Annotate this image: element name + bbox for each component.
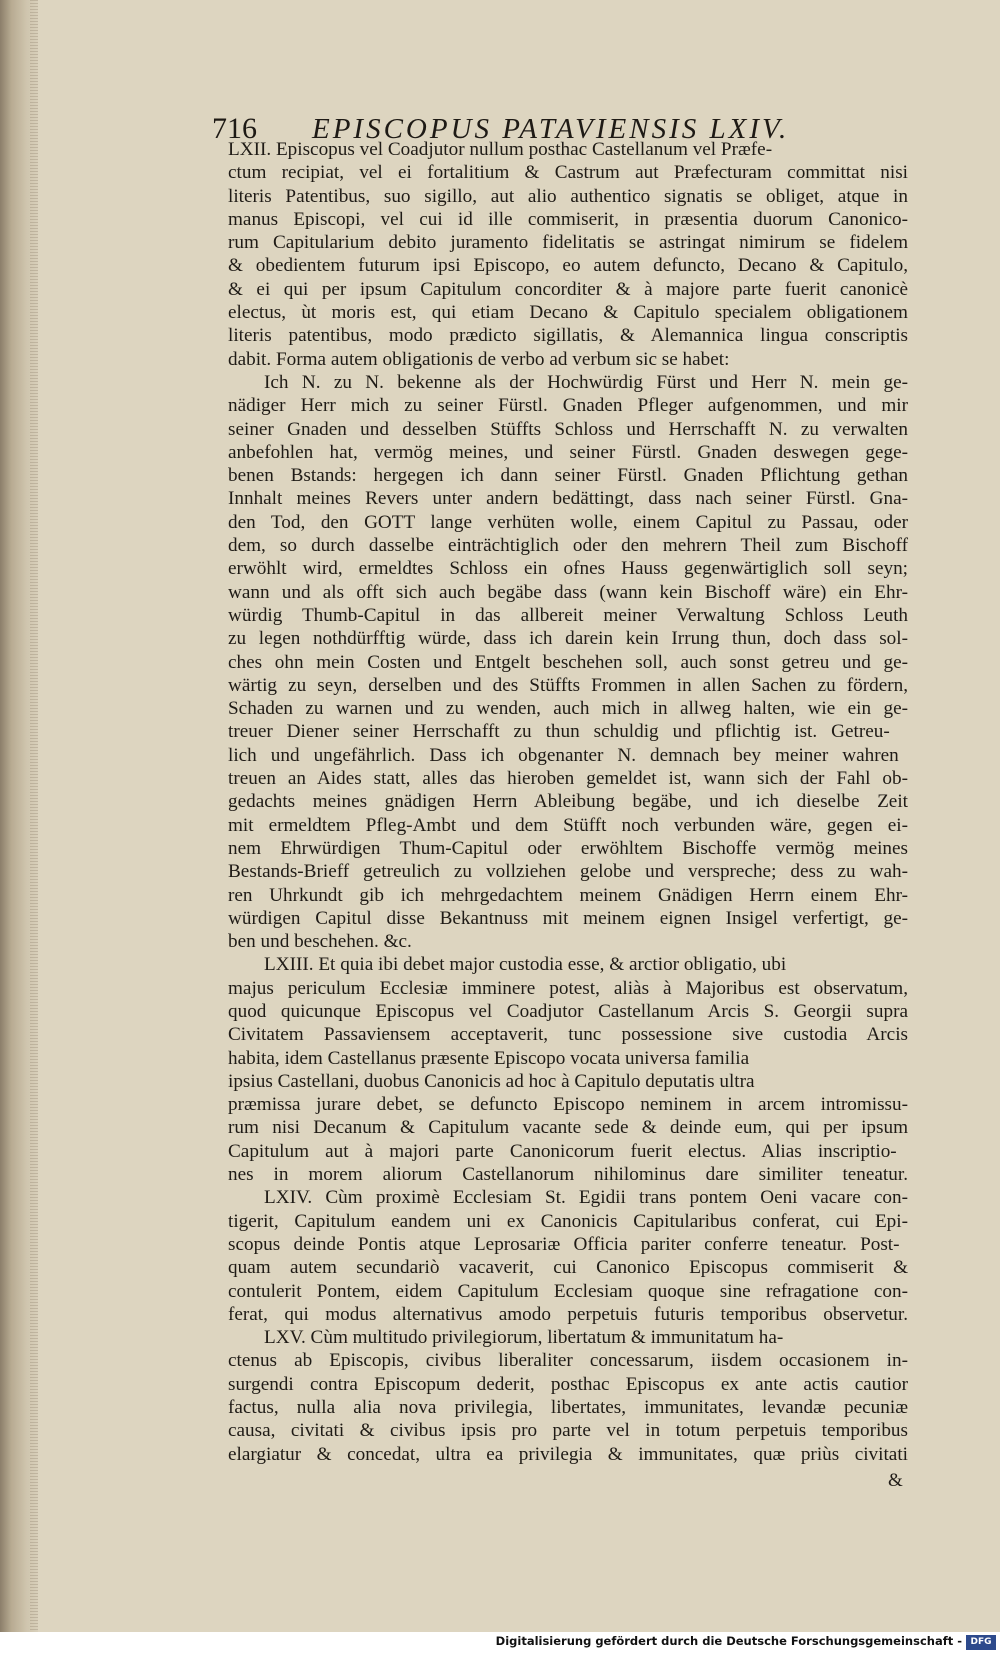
text-line: zu legen nothdürfftig würde, dass ich darein kein Irrung thun, doch dass sol- — [228, 628, 908, 650]
digitization-footer — [0, 1632, 1000, 1655]
text-line: nem Ehrwürdigen Thum-Capitul oder erwöhltem Bischoffe vermög meines — [228, 837, 908, 859]
funding-credit: Digitalisierung gefördert durch die Deutsche Forschungsgemeinschaft - — [495, 1634, 962, 1648]
text-line: wärtig zu seyn, derselben und des Stüffts Frommen in allen Sachen zu fördern, — [228, 674, 908, 696]
text-line: quam autem secundariò vacaverit, cui Canonico Episcopus commiserit & — [228, 1257, 908, 1279]
book-spine-edge — [0, 0, 38, 1655]
running-head: EPISCOPUS PATAVIENSIS LXIV. — [312, 113, 790, 145]
page-number: 716 — [212, 112, 257, 145]
text-line: dabit. Forma autem obligationis de verbo ad verbum sic se habet: — [228, 348, 730, 370]
text-line: & obedientem futurum ipsi Episcopo, eo autem defuncto, Decano & Capitulo, — [228, 255, 908, 277]
text-line: würdig Thumb-Capitul in das allbereit meiner Verwaltung Schloss Leuth — [228, 604, 908, 626]
text-line: Bestands-Brieff getreulich zu vollziehen gelobe und verspreche; dess zu wah- — [228, 861, 908, 883]
text-line: ren Uhrkundt gib ich mehrgedachtem meinem Gnädigen Herrn einem Ehr- — [228, 884, 908, 906]
text-line: lich und ungefährlich. Dass ich obgenanter N. demnach bey meiner wahren — [228, 744, 899, 766]
text-line: wann und als offt sich auch begäbe dass (wann kein Bischoff wäre) ein Ehr- — [228, 581, 908, 603]
dfg-logo: DFG — [966, 1635, 996, 1650]
text-line: ctenus ab Episcopis, civibus liberaliter concessarum, iisdem occasionem in- — [228, 1350, 908, 1372]
text-line: treuer Diener seiner Herrschafft zu thun schuldig und pflichtig ist. Getreu- — [228, 721, 890, 743]
text-line: ben und beschehen. &c. — [228, 931, 412, 953]
text-line: erwöhlt wird, ermeldtes Schloss ein ofnes Hauss gegenwärtiglich soll seyn; — [228, 558, 908, 580]
text-line: scopus deinde Pontis atque Leprosariæ Officia pariter conferre teneatur. Post- — [228, 1233, 900, 1255]
text-line: würdigen Capitul disse Bekantnuss mit meinem eignen Insigel verfertigt, ge- — [228, 907, 908, 929]
text-line: gedachts meines gnädigen Herrn Ableibung begäbe, und ich dieselbe Zeit — [228, 791, 908, 813]
text-line: seiner Gnaden und desselben Stüffts Schloss und Herrschafft N. zu verwalten — [228, 418, 908, 440]
text-line: literis Patentibus, suo sigillo, aut alio authentico signatis se obliget, atque in — [228, 185, 908, 207]
text-line: ipsius Castellani, duobus Canonicis ad hoc à Capitulo deputatis ultra — [228, 1070, 755, 1092]
text-line: electus, ùt moris est, qui etiam Decano & Capitulo specialem obligationem — [228, 302, 908, 324]
text-line: rum Capitularium debito juramento fidelitatis se astringat nimirum se fidelem — [228, 232, 908, 254]
text-line: & ei qui per ipsum Capitulum concorditer & à majore parte fuerit canonicè — [228, 278, 908, 300]
body-text — [228, 138, 908, 1466]
text-line: manus Episcopi, vel cui id ille commiserit, in præsentia duorum Canonico- — [228, 208, 908, 230]
text-line: treuen an Aides statt, alles das hieroben gemeldet ist, wann sich der Fahl ob- — [228, 768, 908, 790]
catchword: & — [888, 1470, 903, 1491]
text-line: benen Bstands: hergegen ich dann seiner Fürstl. Gnaden Pflichtung gethan — [228, 465, 908, 487]
text-line: habita, idem Castellanus præsente Episcopo vocata universa familia — [228, 1047, 750, 1069]
text-line: den Tod, den GOTT lange verhüten wolle, einem Capitul zu Passau, oder — [228, 511, 908, 533]
text-line: contulerit Pontem, eidem Capitulum Ecclesiam quoque sine refragatione con- — [228, 1280, 908, 1302]
text-line: factus, nulla alia nova privilegia, libertates, immunitates, levandæ pecuniæ — [228, 1397, 908, 1419]
text-line: Schaden zu warnen und zu wenden, auch mich in allweg halten, wie ein ge- — [228, 698, 908, 720]
text-line: LXII. Episcopus vel Coadjutor nullum posthac Castellanum vel Præfe- — [228, 139, 773, 160]
text-line: Capitulum aut à majori parte Canonicorum fuerit electus. Alias inscriptio- — [228, 1140, 897, 1162]
text-line: Civitatem Passaviensem acceptaverit, tunc possessione sive custodia Arcis — [228, 1024, 908, 1046]
text-line: Innhalt meines Revers unter andern bedättingt, dass nach seiner Fürstl. Gna- — [228, 488, 908, 510]
text-line: Ich N. zu N. bekenne als der Hochwürdig Fürst und Herr N. mein ge- — [264, 371, 908, 393]
text-line: anbefohlen hat, vermög meines, und seiner Fürstl. Gnaden deswegen gege- — [228, 441, 908, 463]
text-line: quod quicunque Episcopus vel Coadjutor Castellanum Arcis S. Georgii supra — [228, 1000, 908, 1022]
text-line: dem, so durch dasselbe einträchtiglich oder den mehrern Theil zum Bischoff — [228, 535, 908, 557]
text-line: ferat, qui modus alternativus amodo perpetuis futuris temporibus observetur. — [228, 1303, 908, 1325]
text-line: tigerit, Capitulum eandem uni ex Canonicis Capitularibus conferat, cui Epi- — [228, 1210, 908, 1232]
text-line: LXIII. Et quia ibi debet major custodia esse, & arctior obligatio, ubi — [264, 954, 787, 976]
text-line: ctum recipiat, vel ei fortalitium & Castrum aut Præfecturam committat nisi — [228, 162, 908, 184]
text-line: ches ohn mein Costen und Entgelt beschehen soll, auch sonst getreu und ge- — [228, 651, 908, 673]
text-line: LXIV. Cùm proximè Ecclesiam St. Egidii trans pontem Oeni vacare con- — [264, 1187, 908, 1209]
text-line: nes in morem aliorum Castellanorum nihilominus dare similiter teneatur. — [228, 1164, 908, 1186]
text-line: mit ermeldtem Pfleg-Ambt und dem Stüfft noch verbunden wäre, gegen ei- — [228, 814, 908, 836]
text-line: elargiatur & concedat, ultra ea privilegia & immunitates, quæ priùs civitati — [228, 1443, 908, 1465]
text-line: rum nisi Decanum & Capitulum vacante sede & deinde eum, qui per ipsum — [228, 1117, 908, 1139]
text-line: surgendi contra Episcopum dederit, posthac Episcopus ex ante actis cautior — [228, 1373, 908, 1395]
text-line: præmissa jurare debet, se defuncto Episcopo neminem in arcem intromissu- — [228, 1094, 908, 1116]
text-line: majus periculum Ecclesiæ imminere potest, aliàs à Majoribus est observatum, — [228, 977, 908, 999]
text-line: causa, civitati & civibus ipsis pro parte vel in totum perpetuis temporibus — [228, 1420, 908, 1442]
text-line: nädiger Herr mich zu seiner Fürstl. Gnaden Pfleger aufgenommen, und mir — [228, 395, 908, 417]
text-line: LXV. Cùm multitudo privilegiorum, libertatum & immunitatum ha- — [264, 1327, 784, 1349]
text-line: literis patentibus, modo prædicto sigillatis, & Alemannica lingua conscriptis — [228, 325, 908, 347]
